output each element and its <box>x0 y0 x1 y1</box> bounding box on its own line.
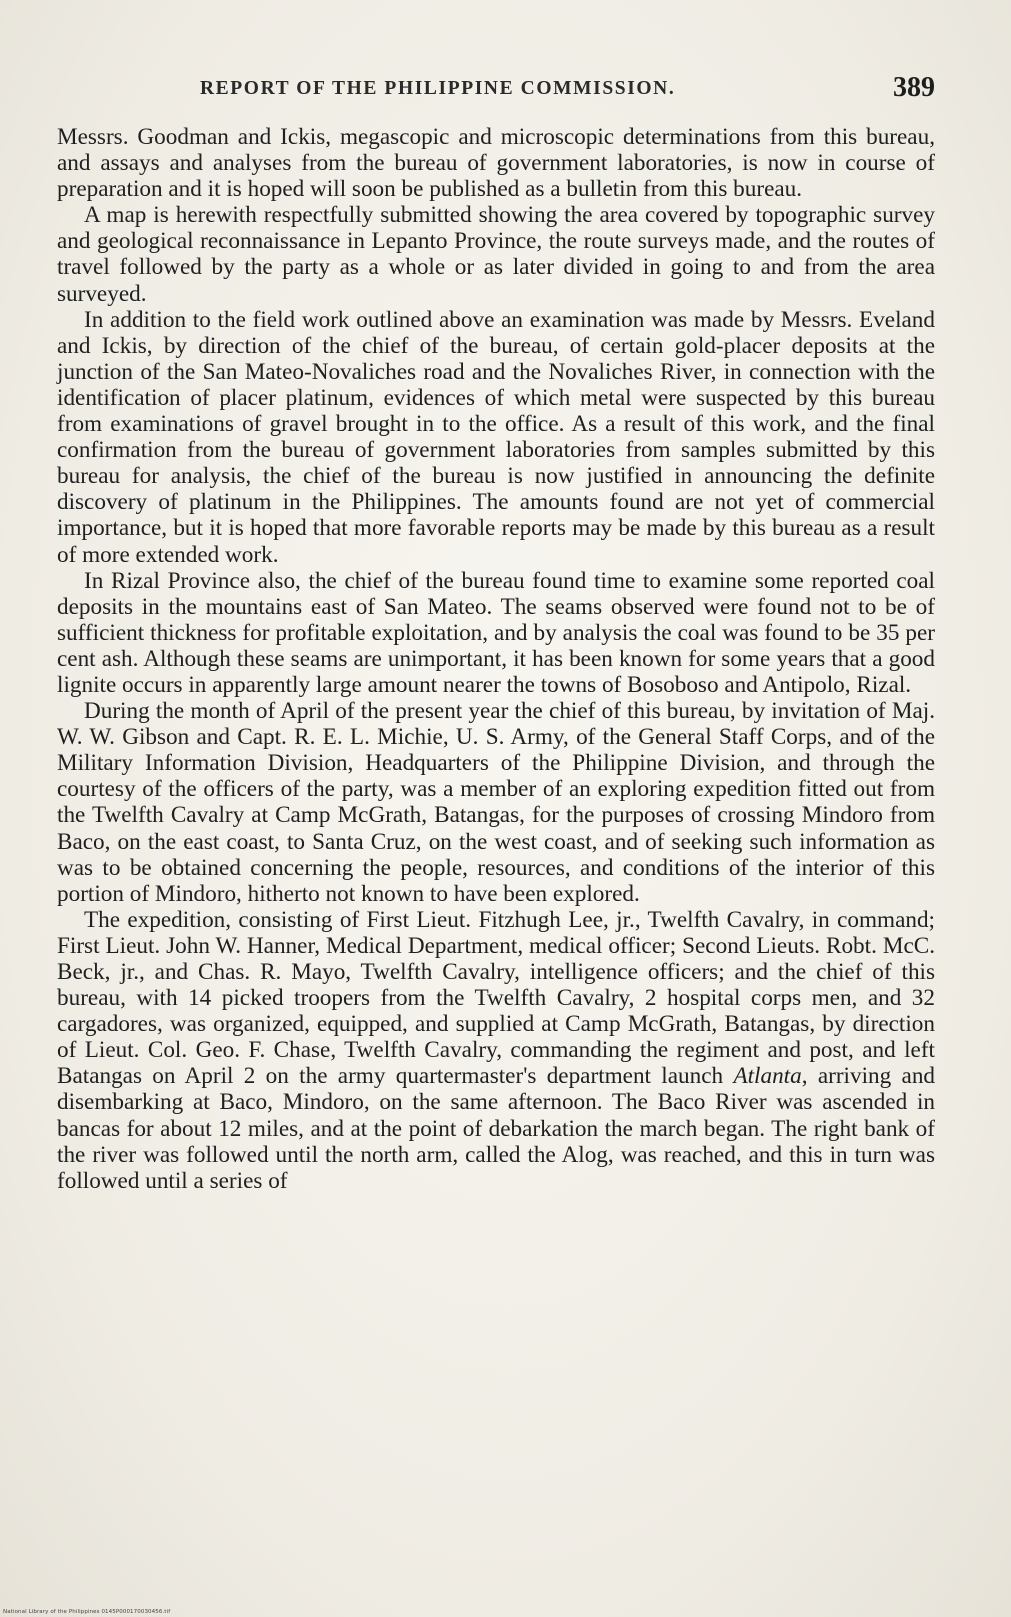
paragraph-map: A map is herewith respectfully submitted showing the area covered by topographic survey and geological reconnaissance in Lepanto Province, the route surveys made, and the routes of travel followed by the party as a whole or as later divided in going to and from the area surveyed. <box>57 202 935 307</box>
running-header <box>200 70 935 110</box>
paragraph-platinum: In addition to the field work outlined above an examination was made by Messrs. Eveland and Ickis, by direction of the chief of the bureau, of certain gold-placer deposits at the junction of the San Mateo-Novaliches road and the Novaliches River, in connection with the identification of placer platinum, evidences of which metal were suspected by this bureau from examinations of gravel brought in to the office. As a result of this work, and the final confirmation from the bureau of government laboratories from samples submitted by this bureau for analysis, the chief of the bureau is now justified in announcing the definite discovery of platinum in the Philippines. The amounts found are not yet of commercial importance, but it is hoped that more favorable reports may be made by this bureau as a result of more extended work. <box>57 306 935 568</box>
scan-footer: National Library of the Philippines 0145P000170030456.tif <box>3 1609 171 1615</box>
paragraph-expedition-details <box>57 907 935 1194</box>
expedition-text-end: , arriving and disembarking at Baco, Mindoro, on the same afternoon. The Baco River was ascended in bancas for about 12 miles, and at the point of debarkation the march began. The right bank of the river was followed until the north arm, called the Alog, was reached, and this in turn was followed until a series of <box>57 1063 936 1194</box>
page-number: 389 <box>893 72 935 103</box>
paragraph-coal: In Rizal Province also, the chief of the bureau found time to examine some reported coal deposits in the mountains east of San Mateo. The seams observed were found not to be of sufficient thickness for profitable exploitation, and by analysis the coal was found to be 35 per cent ash. Although these seams are unimportant, it has been known for some years that a good lignite occurs in apparently large amount nearer the towns of Bosoboso and Antipolo, Rizal. <box>57 567 935 698</box>
paragraph-continuation: Messrs. Goodman and Ickis, megascopic and microscopic determinations from this bureau, and assays and analyses from the bureau of government laboratories, is now in course of preparation and it is hoped will soon be published as a bulletin from this bureau. <box>57 124 935 203</box>
launch-name: Atlanta <box>733 1063 802 1090</box>
expedition-text-start: The expedition, consisting of First Lieut. Fitzhugh Lee, jr., Twelfth Cavalry, in command; First Lieut. John W. Hanner, Medical Department, medical officer; Second Lieuts. Robt. McC. Beck, jr., and Chas. R. Mayo, Twelfth Cavalry, intelligence officers; and the chief of this bureau, with 14 picked troopers from the Twelfth Cavalry, 2 hospital corps men, and 32 cargadores, was organized, equipped, and supplied at Camp McGrath, Batangas, by direction of Lieut. Col. Geo. F. Chase, Twelfth Cavalry, commanding the regiment and post, and left Batangas on April 2 on the army quartermaster's department launch <box>57 906 935 1090</box>
report-title: REPORT OF THE PHILIPPINE COMMISSION. <box>200 78 676 99</box>
paragraph-expedition-invitation: During the month of April of the present year the chief of this bureau, by invitation of Maj. W. W. Gibson and Capt. R. E. L. Michie, U. S. Army, of the General Staff Corps, and of the Military Information Division, Headquarters of the Philippine Division, and through the courtesy of the officers of the party, was a member of an exploring expedition fitted out from the Twelfth Cavalry at Camp McGrath, Batangas, for the purposes of crossing Mindoro from Baco, on the east coast, to Santa Cruz, on the west coast, and of seeking such information as was to be obtained concerning the people, resources, and conditions of the interior of this portion of Mindoro, hitherto not known to have been explored. <box>57 698 935 907</box>
body-text <box>57 124 935 1194</box>
